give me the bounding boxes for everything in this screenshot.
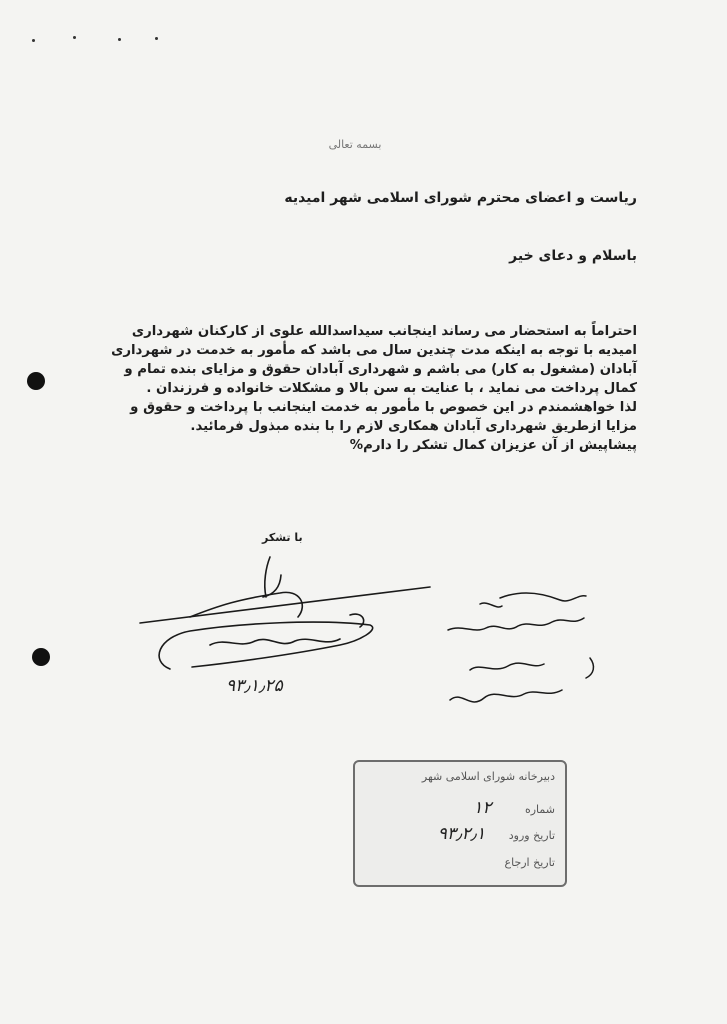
addressee-line: ریاست و اعضای محترم شورای اسلامی شهر امیدیه bbox=[284, 190, 637, 206]
letter-body bbox=[97, 322, 637, 455]
signature-date: ۹۳٫۱٫۲۵ bbox=[226, 676, 283, 696]
body-line: آبادان (مشغول به کار) می باشم و شهرداری آبادان حقوق و مزایای بنده تمام و bbox=[124, 362, 637, 377]
greeting-line: باسلام و دعای خیر bbox=[509, 248, 637, 264]
signature-scribble bbox=[130, 545, 450, 685]
handwritten-referral-note bbox=[440, 570, 640, 740]
stamp-date-value: ۹۳٫۲٫۱ bbox=[437, 824, 486, 844]
scan-speck bbox=[118, 38, 121, 41]
stamp-title: دبیرخانه شورای اسلامی شهر bbox=[421, 770, 555, 783]
body-line: احتراماً به استحضار می رساند اینجانب سیداسدالله علوی از کارکنان شهرداری bbox=[131, 324, 637, 339]
body-line: لذا خواهشمندم در این خصوص با مأمور به خدمت اینجانب با پرداخت و حقوق و bbox=[130, 400, 637, 415]
body-line: پیشاپیش از آن عزیزان کمال تشکر را دارم% bbox=[349, 438, 637, 453]
stamp-date-row bbox=[438, 824, 555, 844]
thanks-note: با تشکر bbox=[262, 531, 303, 544]
body-line: کمال پرداخت می نماید ، با عنایت به سن بالا و مشکلات خانواده و فرزندان . bbox=[146, 381, 637, 396]
basmala-heading: بسمه تعالی bbox=[328, 138, 382, 151]
scan-speck bbox=[155, 37, 158, 40]
stamp-number-row bbox=[473, 798, 555, 818]
scan-speck bbox=[73, 36, 76, 39]
body-line: امیدیه با توجه به اینکه مدت چندین سال می باشد که مأمور به خدمت در شهرداری bbox=[111, 343, 637, 358]
stamp-referral-row: تاریخ ارجاع bbox=[504, 856, 555, 869]
stamp-number-label: شماره bbox=[524, 803, 555, 816]
punch-hole-top bbox=[27, 372, 45, 390]
stamp-date-label: تاریخ ورود bbox=[508, 829, 555, 842]
registry-stamp bbox=[353, 760, 567, 887]
body-line: مزایا ازطریق شهرداری آبادان همکاری لازم را با بنده مبذول فرمائید. bbox=[190, 419, 637, 434]
scan-speck bbox=[32, 39, 35, 42]
stamp-number-value: ۱۲ bbox=[473, 798, 492, 818]
punch-hole-bottom bbox=[32, 648, 50, 666]
